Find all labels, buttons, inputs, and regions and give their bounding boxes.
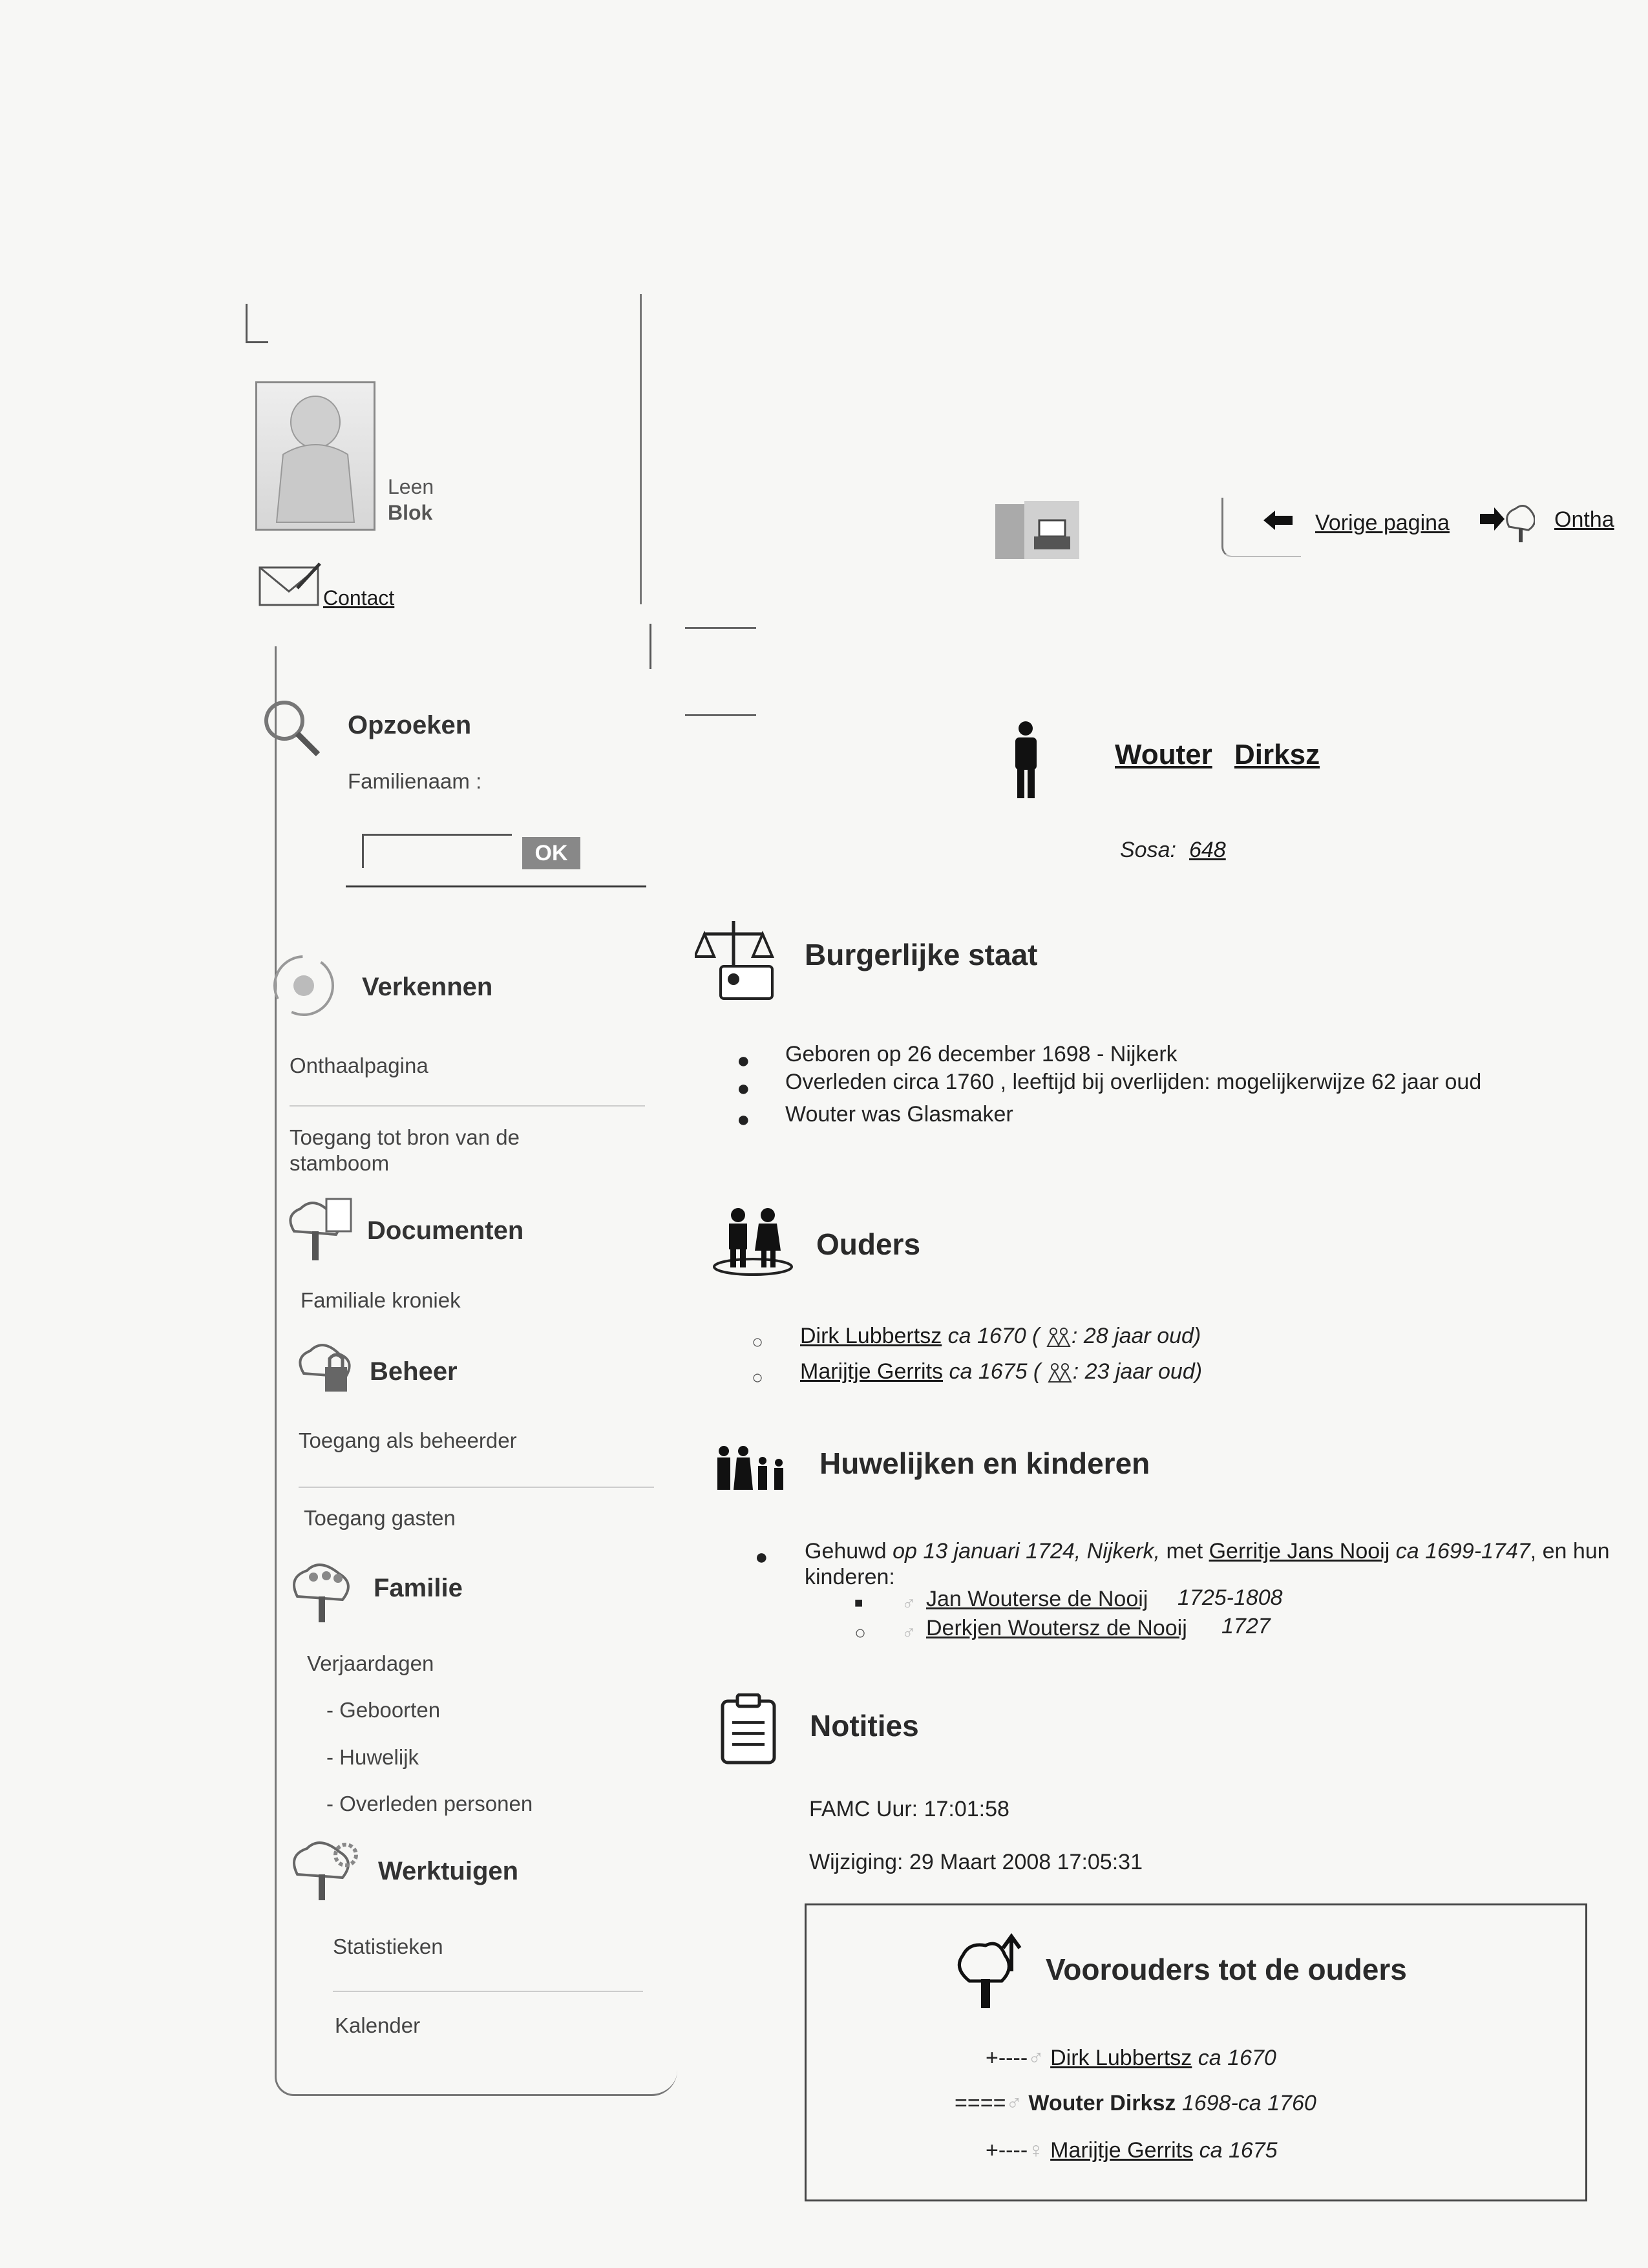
couple-age-icon (1047, 1362, 1073, 1383)
marriages-title: Huwelijken en kinderen (819, 1447, 1150, 1480)
ancestor-prefix: +---- (986, 2046, 1028, 2070)
marriage-bullet: ● (755, 1545, 768, 1569)
modified-date: Wijziging: 29 Maart 2008 17:05:31 (809, 1850, 1143, 1874)
search-title: Opzoeken (348, 711, 472, 739)
back-arrow-icon[interactable] (1263, 511, 1293, 533)
married-prefix: Gehuwd (805, 1539, 887, 1563)
children-intro: , en hun kinderen: (805, 1539, 1610, 1589)
contact-link[interactable]: Contact (323, 586, 395, 609)
surname-label: Familienaam : (348, 769, 482, 793)
tree-up-arrow-icon (950, 1933, 1028, 2020)
child-dates: 1725-1808 (1178, 1585, 1283, 1610)
female-icon: ♀ (1028, 2138, 1044, 2163)
user-last-name: Blok (388, 501, 433, 524)
with-label: met (1166, 1539, 1203, 1563)
child-bullet: ■ (854, 1595, 863, 1611)
person-icon (1011, 721, 1041, 801)
child-link[interactable]: Derkjen Woutersz de Nooij (926, 1616, 1187, 1640)
admin-access-link[interactable]: Toegang als beheerder (299, 1428, 517, 1452)
ancestor-link[interactable]: Dirk Lubbertsz (1050, 2046, 1192, 2070)
deceased-link[interactable]: - Overleden personen (326, 1792, 533, 1816)
previous-page-link[interactable]: Vorige pagina (1315, 511, 1450, 535)
marriage-link[interactable]: - Huwelijk (326, 1745, 419, 1769)
parent-age: : 23 jaar oud) (1072, 1359, 1203, 1384)
ok-button[interactable]: OK (522, 837, 580, 869)
surname-input[interactable] (362, 834, 512, 868)
ancestor-dates: ca 1670 (1198, 2046, 1276, 2070)
guest-access-link[interactable]: Toegang gasten (304, 1506, 456, 1530)
parent-bullet: ○ (752, 1331, 764, 1353)
home-tree-arrow-icon[interactable] (1480, 501, 1535, 549)
male-icon: ♂ (902, 1622, 916, 1644)
documents-tree-icon (281, 1196, 339, 1254)
scan-line (640, 294, 642, 604)
spouse-dates: ca 1699-1747 (1395, 1539, 1530, 1563)
ancestor-prefix: ==== (955, 2091, 1006, 2115)
parent-date: ca 1675 (949, 1359, 1028, 1384)
scan-line (685, 714, 756, 716)
home-link[interactable]: Ontha (1554, 507, 1614, 532)
civil-bullet: ● (737, 1076, 750, 1101)
ancestor-link[interactable]: Marijtje Gerrits (1050, 2138, 1194, 2163)
tree-source-link[interactable]: Toegang tot bron van de stamboom (290, 1125, 520, 1175)
clipboard-icon (719, 1693, 777, 1768)
parent-paren: ( (1027, 1359, 1041, 1384)
envelope-icon (259, 562, 323, 611)
child-dates: 1727 (1221, 1614, 1271, 1638)
notes-title: Notities (810, 1709, 919, 1743)
ancestor-prefix: +---- (986, 2138, 1028, 2163)
child-link[interactable]: Jan Wouterse de Nooij (926, 1587, 1148, 1611)
ancestor-line (986, 2046, 1276, 2071)
male-icon: ♂ (1006, 2091, 1022, 2115)
lock-tree-icon (294, 1338, 352, 1396)
person-last-name[interactable]: Dirksz (1234, 739, 1320, 770)
death-line: Overleden circa 1760 , leeftijd bij overlijden: mogelijkerwijze 62 jaar oud (785, 1070, 1482, 1094)
scan-line (685, 627, 756, 629)
tools-divider (333, 1991, 643, 1992)
family-title: Familie (374, 1574, 463, 1602)
civil-bullet: ● (737, 1107, 750, 1132)
tools-tree-icon (288, 1836, 346, 1894)
explore-icon (268, 950, 326, 1008)
home-page-link[interactable]: Onthaalpagina (290, 1054, 428, 1077)
magnifier-tree-icon (259, 695, 317, 753)
births-link[interactable]: - Geboorten (326, 1698, 441, 1722)
ancestor-dates: 1698-ca 1760 (1181, 2091, 1316, 2115)
parent-row (800, 1324, 1201, 1349)
ancestor-dates: ca 1675 (1199, 2138, 1278, 2163)
ancestor-self: Wouter Dirksz (1028, 2091, 1176, 2115)
ancestor-line (986, 2138, 1278, 2163)
parents-icon (711, 1205, 795, 1280)
print-icon[interactable] (995, 501, 1083, 562)
civil-bullet: ● (737, 1048, 750, 1073)
parent-age: : 28 jaar oud) (1071, 1324, 1201, 1348)
admin-title: Beheer (370, 1357, 458, 1386)
child-bullet: ○ (854, 1622, 867, 1644)
parent-row (800, 1359, 1202, 1384)
birthdays-link[interactable]: Verjaardagen (307, 1651, 434, 1675)
documents-title: Documenten (367, 1216, 524, 1245)
user-avatar (255, 381, 375, 531)
family-chronicle-link[interactable]: Familiale kroniek (301, 1288, 461, 1312)
couple-age-icon (1046, 1327, 1072, 1348)
admin-divider (299, 1487, 654, 1488)
sosa-number-link[interactable]: 648 (1189, 838, 1226, 862)
scan-line (246, 341, 268, 343)
family-tree-icon (288, 1558, 346, 1616)
explore-divider (290, 1105, 645, 1107)
parent-date: ca 1670 (947, 1324, 1026, 1348)
spouse-link[interactable]: Gerritje Jans Nooij (1209, 1539, 1390, 1563)
marriage-entry (805, 1538, 1635, 1590)
scan-line (246, 304, 248, 343)
male-icon: ♂ (902, 1593, 916, 1615)
birth-line: Geboren op 26 december 1698 - Nijkerk (785, 1042, 1178, 1066)
scales-id-card-icon (695, 918, 779, 1005)
occupation-line: Wouter was Glasmaker (785, 1102, 1013, 1127)
tools-title: Werktuigen (378, 1857, 519, 1885)
famc-time: FAMC Uur: 17:01:58 (809, 1797, 1009, 1821)
search-divider (346, 885, 646, 887)
family-group-icon (714, 1445, 792, 1496)
parent-bullet: ○ (752, 1367, 764, 1388)
civil-status-title: Burgerlijke staat (805, 938, 1038, 971)
user-first-name: Leen (388, 475, 434, 498)
married-date: op 13 januari 1724, Nijkerk, (893, 1539, 1161, 1563)
parent-paren: ( (1026, 1324, 1040, 1348)
male-icon: ♂ (1028, 2046, 1044, 2070)
parent-name-link[interactable]: Marijtje Gerrits (800, 1359, 944, 1384)
sosa-label: Sosa: (1120, 838, 1176, 862)
ancestor-line (955, 2091, 1316, 2116)
calendar-link[interactable]: Kalender (335, 2013, 421, 2037)
parents-title: Ouders (816, 1227, 921, 1261)
statistics-link[interactable]: Statistieken (333, 1934, 443, 1958)
person-first-name[interactable]: Wouter (1115, 739, 1212, 770)
explore-title: Verkennen (362, 973, 493, 1001)
ancestors-title: Voorouders tot de ouders (1046, 1953, 1407, 1986)
parent-name-link[interactable]: Dirk Lubbertsz (800, 1324, 942, 1348)
